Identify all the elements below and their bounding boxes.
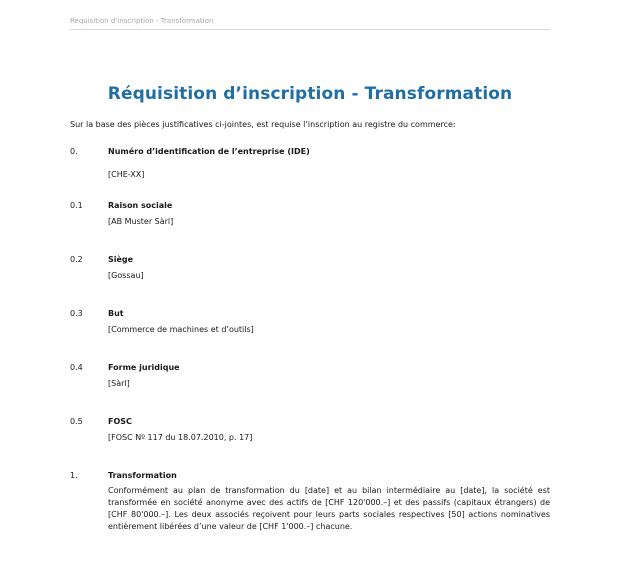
section-value: [Gossau] <box>108 271 144 280</box>
section-value: [Sàrl] <box>108 379 130 388</box>
section-heading: Siège <box>108 255 134 264</box>
section-value: [AB Muster Sàrl] <box>108 217 174 226</box>
section-number: 0.2 <box>70 255 83 264</box>
section-heading: Raison sociale <box>108 201 173 210</box>
section-value: [Commerce de machines et d’outils] <box>108 325 254 334</box>
section-number: 0.1 <box>70 201 83 210</box>
section-number: 1. <box>70 471 78 480</box>
section-body: Conformément au plan de transformation du [date] et au bilan intermédiaire au [date], la société est transformée en société anonyme avec des actifs de [CHF 120'000.–] et des passifs (capitaux étrangers) de [CHF 80'000.–]. Les deux associés reçoivent pour leurs parts sociales respectives [50] actions nominatives entièrement libérées d’une valeur de [CHF 1'000.–] chacune. <box>108 486 550 531</box>
section-heading: Numéro d’identification de l’entreprise (IDE) <box>108 147 310 156</box>
page-title: Réquisition d’inscription - Transformation <box>107 84 513 104</box>
section-number: 0. <box>70 147 78 156</box>
intro-paragraph: Sur la base des pièces justificatives ci-jointes, est requise l’inscription au registre du commerce: <box>70 120 456 129</box>
section-value: [FOSC Nº 117 du 18.07.2010, p. 17] <box>108 433 253 442</box>
section-heading: Forme juridique <box>108 363 180 372</box>
section-heading: FOSC <box>108 417 132 426</box>
section-value: [CHE-XX] <box>108 170 145 179</box>
section-heading: Transformation <box>108 471 177 480</box>
section-number: 0.3 <box>70 309 83 318</box>
running-header: Réquisition d'inscription - Transformation <box>70 17 550 30</box>
section-heading: But <box>108 309 124 318</box>
section-number: 0.4 <box>70 363 83 372</box>
section-number: 0.5 <box>70 417 83 426</box>
